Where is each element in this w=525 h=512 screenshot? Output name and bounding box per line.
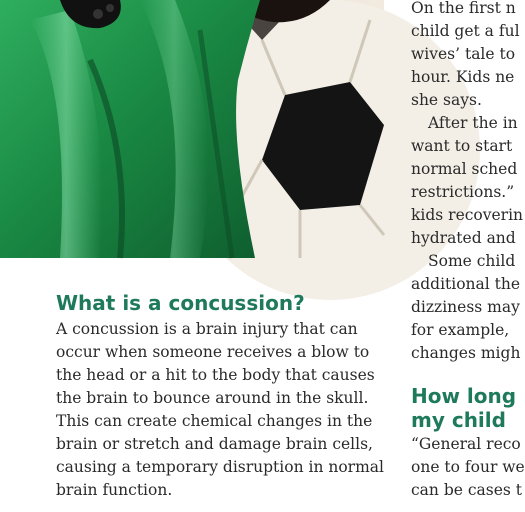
right-column — [411, 0, 525, 512]
right-text-line: hydrated and — [411, 229, 516, 247]
right-text-line: dizziness may — [411, 298, 520, 316]
right-heading-line: How long — [411, 384, 517, 408]
right-text-line: restrictions.” — [411, 183, 515, 201]
right-text-line: After the in — [428, 114, 518, 132]
right-text-line: “General reco — [411, 435, 521, 453]
right-heading-line: my child — [411, 408, 506, 432]
right-text-line: changes migh — [411, 344, 521, 362]
right-text-line: one to four we — [411, 458, 525, 476]
right-text-line: Some child — [428, 252, 516, 270]
right-text-line: kids recoverin — [411, 206, 524, 224]
right-text-line: On the first n — [411, 0, 516, 17]
section-heading: What is a concussion? — [56, 291, 305, 315]
right-text-line: additional the — [411, 275, 521, 293]
right-text-line: can be cases t — [411, 481, 523, 499]
photo-illustration — [0, 0, 384, 258]
left-column — [56, 290, 392, 502]
right-text-line: child get a ful — [411, 22, 520, 40]
right-text-line: want to start — [411, 137, 513, 155]
right-text-line: wives’ tale to — [411, 45, 516, 63]
right-text-line: hour. Kids ne — [411, 68, 515, 86]
green-costume — [0, 0, 260, 258]
article-photo — [0, 0, 384, 258]
right-text-line: normal sched — [411, 160, 518, 178]
right-text-line: for example, — [411, 321, 510, 339]
section-body: A concussion is a brain injury that can occur when someone receives a blow to the head or a hit to the body that causes the brain to bounce around in the skull. This can create chemical changes in the brain or stretch and damage brain cells, causing a temporary disruption in normal brain function. — [56, 320, 384, 499]
right-text-line: she says. — [411, 91, 482, 109]
